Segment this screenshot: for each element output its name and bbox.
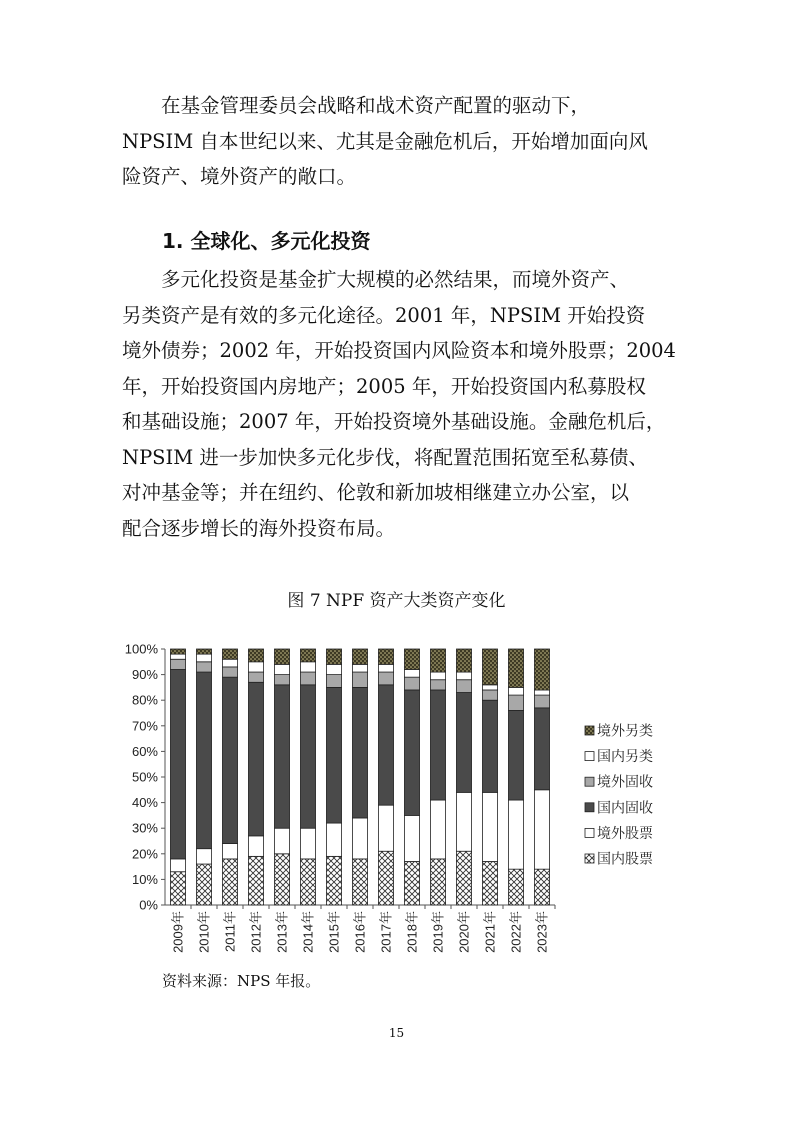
bar-segment: [222, 859, 237, 905]
bar-segment: [196, 662, 211, 672]
bar-segment: [430, 800, 445, 859]
bar-segment: [196, 654, 211, 662]
bar-segment: [378, 649, 393, 664]
bar-segment: [170, 872, 185, 905]
x-tick-label: 2009年: [170, 911, 186, 953]
x-tick-label: 2016年: [352, 911, 368, 953]
bar-segment: [508, 695, 523, 710]
bar-segment: [248, 672, 263, 682]
bar-segment: [222, 659, 237, 667]
legend-swatch: [585, 752, 594, 761]
bar-segment: [430, 672, 445, 680]
paragraph-line: 多元化投资是基金扩大规模的必然结果，而境外资产、: [161, 268, 630, 291]
figure-title: 图 7 NPF 资产大类资产变化: [287, 591, 506, 611]
bar-segment: [352, 859, 367, 905]
bar-segment: [378, 805, 393, 851]
bar-segment: [404, 690, 419, 815]
bar-segment: [508, 869, 523, 905]
bar-segment: [274, 664, 289, 674]
bar-segment: [170, 654, 185, 659]
bar-segment: [534, 695, 549, 708]
legend-label: 国内另类: [597, 749, 653, 766]
legend-swatch: [585, 777, 594, 786]
y-tick-label: 50%: [131, 769, 158, 785]
bar-segment: [352, 687, 367, 818]
bar-segment: [482, 649, 497, 685]
y-tick-label: 60%: [131, 743, 158, 759]
legend-swatch: [585, 726, 594, 735]
bar-segment: [456, 792, 471, 851]
legend-swatch: [585, 854, 594, 863]
bar-segment: [352, 649, 367, 664]
bar-segment: [534, 708, 549, 790]
y-tick-label: 100%: [124, 641, 158, 657]
bar-segment: [404, 649, 419, 669]
y-tick-label: 90%: [131, 667, 158, 683]
bar-segment: [482, 700, 497, 792]
bar-segment: [508, 687, 523, 695]
x-tick-label: 2013年: [274, 911, 290, 953]
x-tick-label: 2017年: [378, 911, 394, 953]
y-tick-label: 10%: [131, 871, 158, 887]
bar-segment: [326, 649, 341, 664]
legend-label: 境外固收: [597, 774, 653, 791]
legend-label: 国内股票: [597, 851, 653, 868]
paragraph-1: [122, 88, 672, 195]
bar-segment: [508, 710, 523, 800]
x-tick-label: 2018年: [404, 911, 420, 953]
bar-segment: [456, 680, 471, 693]
bar-segment: [456, 693, 471, 793]
x-tick-label: 2010年: [196, 911, 212, 953]
x-tick-label: 2011年: [222, 911, 238, 952]
bar-segment: [508, 800, 523, 869]
bar-segment: [430, 680, 445, 690]
bar-segment: [482, 690, 497, 700]
bar-segment: [196, 864, 211, 905]
bar-segment: [274, 649, 289, 664]
paragraph-line: 在基金管理委员会战略和战术资产配置的驱动下，: [161, 94, 591, 117]
bar-segment: [326, 687, 341, 823]
bar-segment: [274, 675, 289, 685]
bar-segment: [326, 664, 341, 674]
x-tick-label: 2014年: [300, 911, 316, 953]
bar-segment: [430, 690, 445, 800]
y-tick-label: 0%: [139, 897, 158, 913]
bar-segment: [430, 649, 445, 672]
legend-swatch: [585, 803, 594, 812]
bar-segment: [274, 854, 289, 905]
y-tick-label: 30%: [131, 820, 158, 836]
y-tick-label: 20%: [131, 846, 158, 862]
bar-segment: [248, 662, 263, 672]
section-heading: 1. 全球化、多元化投资: [162, 229, 371, 253]
paragraph-line: 对冲基金等；并在纽约、伦敦和新加坡相继建立办公室，以: [122, 481, 630, 504]
bar-segment: [248, 682, 263, 836]
bar-segment: [534, 649, 549, 690]
bar-segment: [326, 856, 341, 905]
bar-segment: [222, 844, 237, 859]
legend-label: 国内固收: [597, 800, 653, 817]
bar-segment: [196, 649, 211, 654]
bar-segment: [482, 792, 497, 861]
bar-segment: [274, 685, 289, 828]
bar-segment: [456, 649, 471, 672]
bar-segment: [300, 828, 315, 859]
bar-segment: [404, 861, 419, 905]
bar-segment: [482, 685, 497, 690]
y-tick-label: 40%: [131, 795, 158, 811]
paragraph-2: [122, 262, 676, 546]
bar-segment: [352, 818, 367, 859]
bar-segment: [534, 690, 549, 695]
bar-segment: [196, 672, 211, 849]
bar-segment: [274, 828, 289, 854]
stacked-bar-chart: [118, 630, 678, 970]
bar-segment: [456, 851, 471, 905]
bar-segment: [170, 659, 185, 669]
bar-segment: [248, 836, 263, 856]
x-tick-label: 2023年: [534, 911, 550, 953]
paragraph-line: NPSIM 自本世纪以来、尤其是金融危机后，开始增加面向风: [122, 129, 648, 153]
y-tick-label: 70%: [131, 718, 158, 734]
bar-segment: [352, 664, 367, 672]
paragraph-line: 和基础设施；2007 年，开始投资境外基础设施。金融危机后，: [122, 410, 666, 433]
x-tick-label: 2019年: [430, 911, 446, 953]
bar-segment: [378, 685, 393, 805]
paragraph-line: 境外债券；2002 年，开始投资国内风险资本和境外股票；2004: [122, 339, 676, 362]
paragraph-line: 年，开始投资国内房地产；2005 年，开始投资国内私募股权: [122, 374, 646, 398]
bar-segment: [508, 649, 523, 687]
bar-segment: [222, 649, 237, 659]
bar-segment: [170, 669, 185, 858]
bar-segment: [248, 856, 263, 905]
bar-segment: [170, 859, 185, 872]
x-tick-label: 2020年: [456, 911, 472, 953]
bar-segment: [300, 662, 315, 672]
bar-segment: [404, 677, 419, 690]
bar-segment: [404, 669, 419, 677]
bar-segment: [300, 649, 315, 662]
bar-segment: [378, 672, 393, 685]
bar-segment: [326, 823, 341, 856]
bar-segment: [300, 685, 315, 828]
bar-segment: [248, 649, 263, 662]
bar-segment: [456, 672, 471, 680]
bar-segment: [430, 859, 445, 905]
bar-segment: [300, 672, 315, 685]
bar-segment: [534, 790, 549, 869]
source-note: 资料来源：NPS 年报。: [162, 972, 321, 990]
bar-segment: [300, 859, 315, 905]
paragraph-line: NPSIM 进一步加快多元化步伐，将配置范围拓宽至私募债、: [122, 445, 648, 469]
legend-label: 境外股票: [597, 825, 653, 842]
bar-segment: [482, 861, 497, 905]
x-tick-label: 2021年: [482, 911, 498, 953]
page-number: 15: [388, 1026, 405, 1040]
legend-label: 境外另类: [597, 723, 653, 740]
x-tick-label: 2022年: [508, 911, 524, 953]
x-tick-label: 2012年: [248, 911, 264, 953]
paragraph-line: 另类资产是有效的多元化途径。2001 年，NPSIM 开始投资: [122, 303, 646, 327]
bar-segment: [404, 815, 419, 861]
legend-swatch: [585, 828, 594, 837]
bar-segment: [326, 675, 341, 688]
bar-segment: [352, 672, 367, 687]
bar-segment: [196, 849, 211, 864]
paragraph-line: 险资产、境外资产的敞口。: [122, 165, 357, 188]
bar-segment: [170, 649, 185, 654]
x-tick-label: 2015年: [326, 911, 342, 953]
bar-segment: [378, 664, 393, 672]
bar-segment: [222, 667, 237, 677]
bar-segment: [378, 851, 393, 905]
y-tick-label: 80%: [131, 692, 158, 708]
paragraph-line: 配合逐步增长的海外投资布局。: [122, 516, 396, 540]
bar-segment: [222, 677, 237, 843]
bar-segment: [534, 869, 549, 905]
